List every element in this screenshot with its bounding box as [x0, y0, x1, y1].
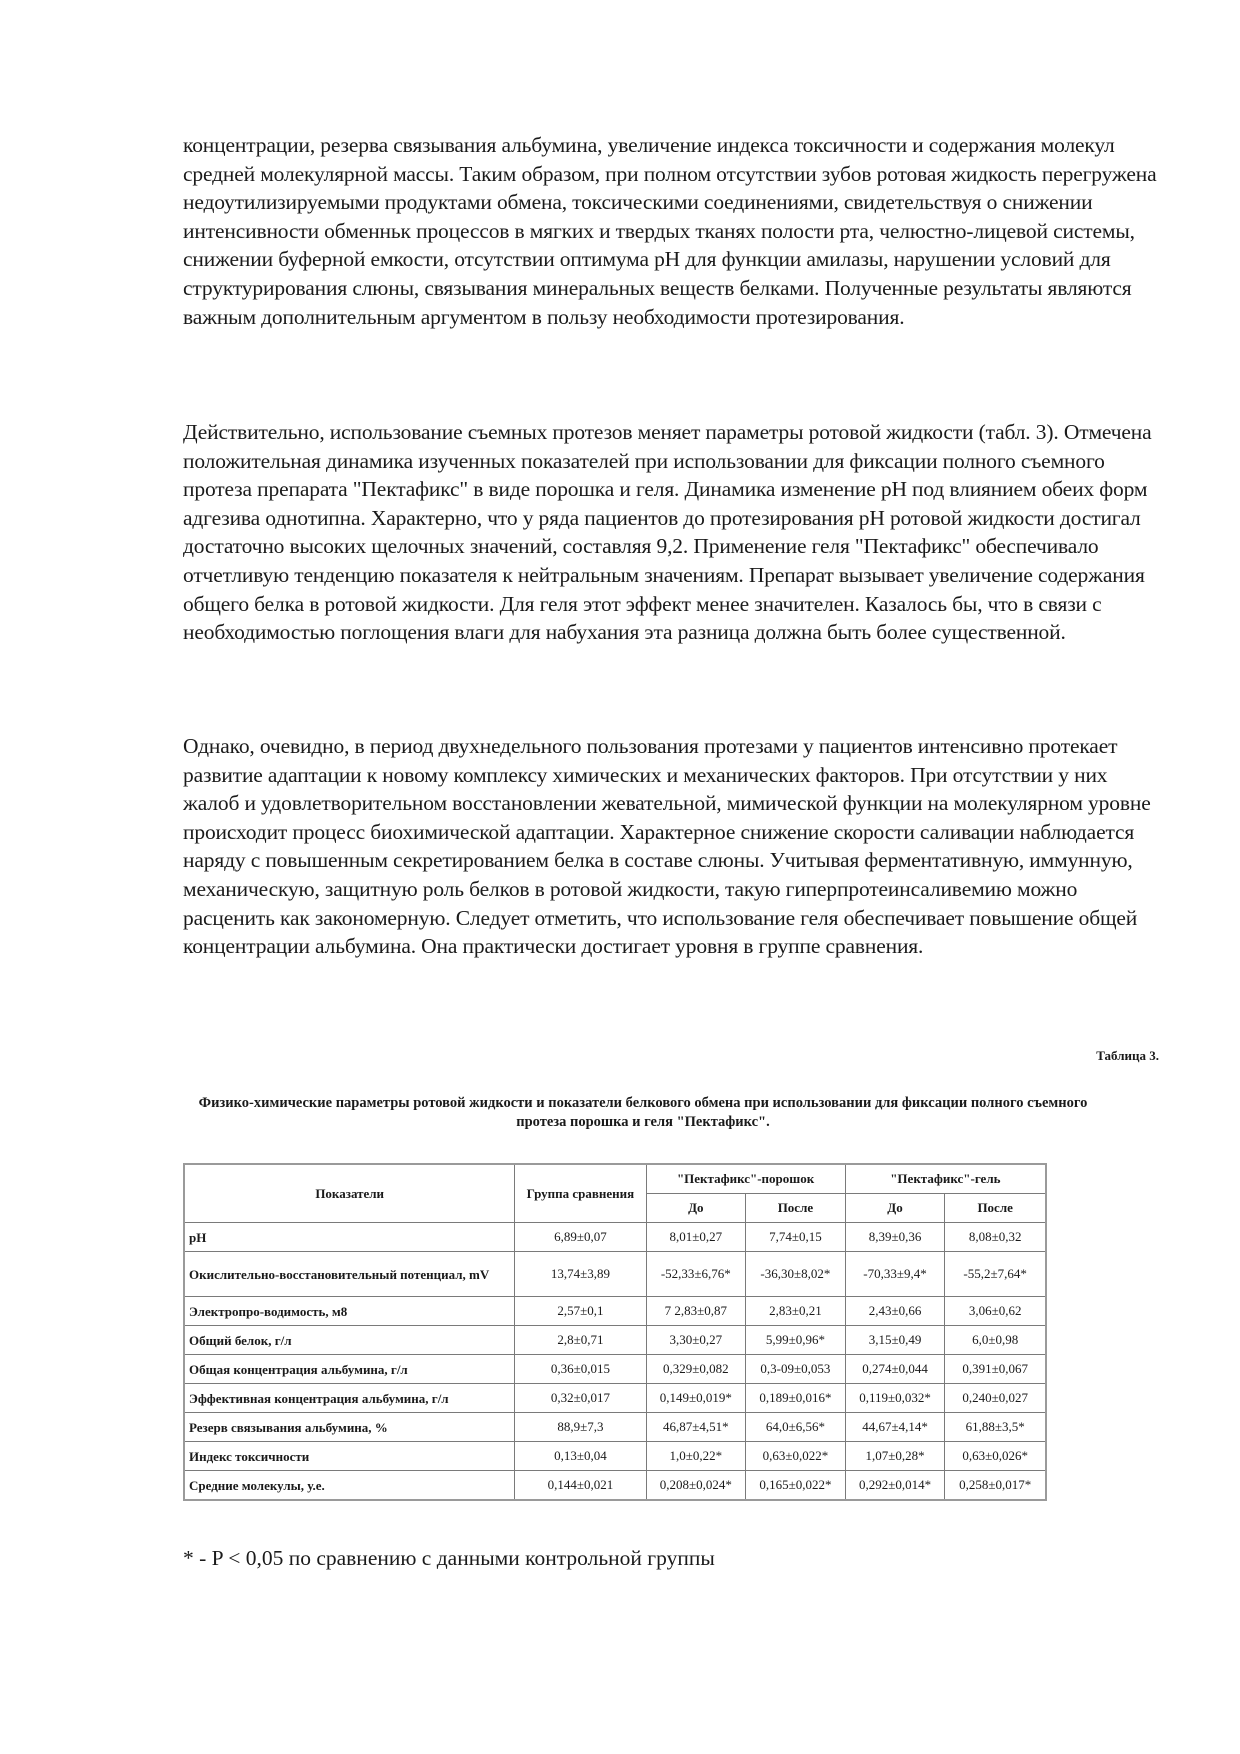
table-cell: 1,0±0,22* — [647, 1442, 747, 1471]
table-cell: 0,149±0,019* — [647, 1384, 747, 1413]
table-cell: 2,43±0,66 — [846, 1297, 946, 1326]
table-cell: 0,13±0,04 — [515, 1442, 646, 1471]
table-number: Таблица 3. — [1096, 1048, 1159, 1063]
table-cell: 0,63±0,026* — [945, 1442, 1045, 1471]
table-cell: 8,08±0,32 — [945, 1223, 1045, 1252]
row-label: pH — [185, 1223, 515, 1252]
table-cell: 0,165±0,022* — [746, 1471, 846, 1499]
results-table — [183, 1163, 1047, 1501]
table-cell: 13,74±3,89 — [515, 1252, 646, 1297]
table-cell: 7,74±0,15 — [746, 1223, 846, 1252]
table-cell: 61,88±3,5* — [945, 1413, 1045, 1442]
header-gel: "Пектафикс"-гель — [846, 1165, 1045, 1194]
table-cell: 88,9±7,3 — [515, 1413, 646, 1442]
table-row — [185, 1326, 1045, 1355]
header-indicator: Показатели — [185, 1165, 515, 1223]
table-cell: 0,258±0,017* — [959, 1477, 1032, 1492]
table-cell: 2,8±0,71 — [515, 1326, 646, 1355]
table-cell: 44,67±4,14* — [846, 1413, 946, 1442]
header-powder-before: До — [647, 1194, 747, 1223]
table-row — [185, 1413, 1045, 1442]
row-label: Индекс токсичности — [185, 1442, 515, 1471]
table-cell: 8,39±0,36 — [846, 1223, 946, 1252]
row-label: Окислительно-восстановительный потенциал, mV — [185, 1252, 515, 1297]
header-gel-before: До — [846, 1194, 946, 1223]
table-cell: 64,0±6,56* — [746, 1413, 846, 1442]
table-cell: 3,06±0,62 — [945, 1297, 1045, 1326]
header-comparison-group: Группа сравнения — [515, 1165, 646, 1223]
table-cell: 0,32±0,017 — [515, 1384, 646, 1413]
table-cell: 0,391±0,067 — [945, 1355, 1045, 1384]
row-label: Резерв связывания альбумина, % — [185, 1413, 515, 1442]
table-cell: 0,274±0,044 — [846, 1355, 946, 1384]
table-cell: 3,30±0,27 — [647, 1326, 747, 1355]
table-cell: 7 2,83±0,87 — [647, 1297, 747, 1326]
table-cell: 0,292±0,014* — [846, 1471, 946, 1499]
table-cell: -70,33±9,4* — [846, 1252, 946, 1297]
table-cell: 6,0±0,98 — [945, 1326, 1045, 1355]
table-cell: -36,30±8,02* — [746, 1252, 846, 1297]
table-cell: 2,57±0,1 — [515, 1297, 646, 1326]
table-row — [185, 1355, 1045, 1384]
row-label: Общий белок, г/л — [185, 1326, 515, 1355]
table-row — [185, 1384, 1045, 1413]
header-powder: "Пектафикс"-порошок — [647, 1165, 846, 1194]
table-cell: 0,63±0,022* — [746, 1442, 846, 1471]
table-cell: 0,189±0,016* — [746, 1384, 846, 1413]
table-row — [185, 1442, 1045, 1471]
table-cell: -52,33±6,76* — [647, 1252, 747, 1297]
header-gel-after: После — [945, 1194, 1045, 1223]
table-caption: Физико-химические параметры ротовой жидкости и показатели белкового обмена при использовании для фиксации полного съемного протеза порошка и геля "Пектафикс". — [198, 1095, 1088, 1130]
header-powder-after: После — [746, 1194, 846, 1223]
table-row — [185, 1471, 1045, 1499]
row-label: Общая концентрация альбумина, г/л — [185, 1355, 515, 1384]
table-cell: 8,01±0,27 — [647, 1223, 747, 1252]
table-cell: 2,83±0,21 — [746, 1297, 846, 1326]
table-cell: 1,07±0,28* — [846, 1442, 946, 1471]
table-row — [185, 1297, 1045, 1326]
table-cell: 6,89±0,07 — [515, 1223, 646, 1252]
row-label: Средние молекулы, у.е. — [185, 1471, 515, 1499]
table-cell: 46,87±4,51* — [647, 1413, 747, 1442]
table-cell: 0,3-09±0,053 — [746, 1355, 846, 1384]
table-cell: 0,329±0,082 — [647, 1355, 747, 1384]
paragraph-1: концентрации, резерва связывания альбумина, увеличение индекса токсичности и содержания молекул средней молекулярной массы. Таким образом, при полном отсутствии зубов ротовая жидкость перегружена недоутилизируемыми продуктами обмена, токсическими соединениями, свидетельствуя о снижении интенсивности обменньк процессов в мягких и твердых тканях полости рта, челюстно-лицевой системы, снижении буферной емкости, отсутствии оптимума pH для функции амилазы, нарушении условий для структурирования слюны, связывания минеральных веществ белками. Полученные результаты являются важным дополнительным аргументом в пользу необходимости протезирования. — [183, 133, 1157, 329]
table-cell: -55,2±7,64* — [945, 1252, 1045, 1297]
paragraph-3: Однако, очевидно, в период двухнедельного пользования протезами у пациентов интенсивно протекает развитие адаптации к новому комплексу химических и механических факторов. При отсутствии у них жалоб и удовлетворительном восстановлении жевательной, мимической функции на молекулярном уровне происходит процесс биохимической адаптации. Характерное снижение скорости саливации наблюдается наряду с повышенным секретированием белка в составе слюны. Учитывая ферментативную, иммунную, механическую, защитную роль белков в ротовой жидкости, такую гиперпротеинсаливемию можно расценить как закономерную. Следует отметить, что использование геля обеспечивает повышение общей концентрации альбумина. Она практически достигает уровня в группе сравнения. — [183, 734, 1151, 959]
table-row — [185, 1223, 1045, 1252]
table-cell: 0,36±0,015 — [515, 1355, 646, 1384]
table-cell: 0,119±0,032* — [846, 1384, 946, 1413]
table-row — [185, 1252, 1045, 1297]
table-cell: 0,144±0,021 — [515, 1471, 646, 1499]
table-cell: 3,15±0,49 — [846, 1326, 946, 1355]
table-cell: 0,240±0,027 — [945, 1384, 1045, 1413]
row-label: Эффективная концентрация альбумина, г/л — [185, 1384, 515, 1413]
paragraph-2: Действительно, использование съемных протезов меняет параметры ротовой жидкости (табл. 3). Отмечена положительная динамика изученных показателей при использовании для фиксации полного съемного протеза препарата "Пектафикс" в виде порошка и геля. Динамика изменение pH под влиянием обеих форм адгезива однотипна. Характерно, что у ряда пациентов до протезирования pH ротовой жидкости достигал достаточно высоких щелочных значений, составляя 9,2. Применение геля "Пектафикс" обеспечивало отчетливую тенденцию показателя к нейтральным значениям. Препарат вызывает увеличение содержания общего белка в ротовой жидкости. Для геля этот эффект менее значителен. Казалось бы, что в связи с необходимостью поглощения влаги для набухания эта разница должна быть более существенной. — [183, 420, 1152, 645]
footnote: * - P < 0,05 по сравнению с данными контрольной группы — [183, 1546, 715, 1570]
table-cell: 0,208±0,024* — [647, 1471, 747, 1499]
table-cell: 5,99±0,96* — [746, 1326, 846, 1355]
row-label: Электропро-водимость, м8 — [185, 1297, 515, 1326]
